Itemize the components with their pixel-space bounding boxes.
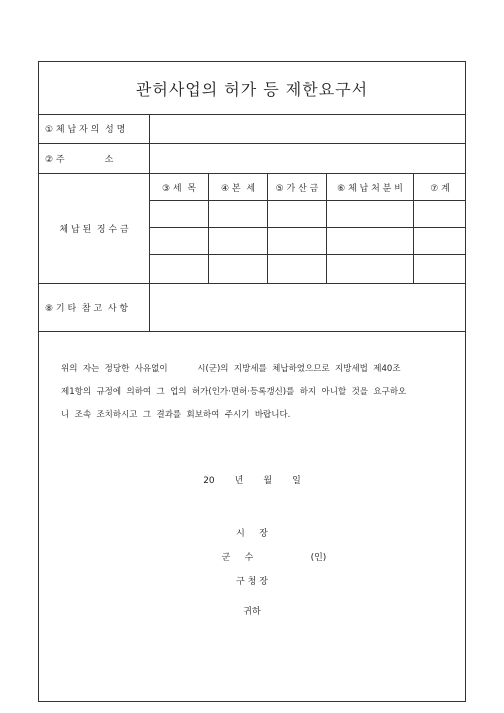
table-cell[interactable]: [150, 228, 209, 255]
request-paragraph: [61, 358, 451, 427]
form-body: [39, 332, 465, 703]
table-cell[interactable]: [414, 228, 466, 255]
table-cell[interactable]: [268, 228, 327, 255]
restriction-request-form: [38, 61, 466, 702]
paragraph-line: 위의 자는 정당한 사유없이 시(군)의 지방세를 체납하였으므로 지방세법 제40조: [61, 364, 401, 374]
row-other-reference: [39, 284, 465, 332]
address-field[interactable]: [150, 144, 465, 173]
arrears-table: [150, 174, 465, 283]
other-reference-field[interactable]: [150, 284, 465, 331]
header-disposition-cost: ⑥ 체 납 처 분 비: [327, 174, 414, 201]
signatory-district: 구 청 장: [236, 577, 268, 587]
table-cell[interactable]: [209, 228, 268, 255]
form-title: 관허사업의 허가 등 제한요구서: [39, 62, 465, 115]
table-cell[interactable]: [150, 201, 209, 228]
row-address: [39, 144, 465, 174]
table-cell[interactable]: [268, 201, 327, 228]
taxpayer-name-field[interactable]: [150, 114, 465, 143]
table-cell[interactable]: [414, 201, 466, 228]
header-total: ⑦ 계: [414, 174, 466, 201]
header-tax-item: ③ 세 목: [150, 174, 209, 201]
signatory-mayor: 시 장: [236, 529, 268, 539]
address-label: ② 주 소: [39, 144, 150, 173]
addressee: 귀하: [243, 607, 261, 617]
row-arrears: [39, 174, 465, 284]
table-cell[interactable]: [209, 201, 268, 228]
date-line: 20 년 월 일: [203, 476, 301, 486]
paragraph-line: 니 조속 조치하시고 그 결과를 회보하여 주시기 바랍니다.: [61, 410, 291, 420]
table-cell[interactable]: [327, 228, 414, 255]
header-principal-tax: ④ 본 세: [209, 174, 268, 201]
arrears-label: 체 납 된 징 수 금: [39, 174, 150, 283]
taxpayer-name-label: ① 체 납 자 의 성 명: [39, 114, 150, 143]
table-cell[interactable]: [414, 255, 466, 283]
table-cell[interactable]: [150, 255, 209, 283]
header-surcharge: ⑤ 가 산 금: [268, 174, 327, 201]
other-reference-label: ⑧ 기 타 참 고 사 항: [39, 284, 150, 331]
signatory-county: 군 수 (인): [221, 553, 327, 563]
table-cell[interactable]: [327, 201, 414, 228]
row-taxpayer-name: [39, 114, 465, 144]
table-cell[interactable]: [209, 255, 268, 283]
paragraph-line: 제1항의 규정에 의하여 그 업의 허가(인가·면허·등록갱신)를 하지 아니할 것을 요구하오: [61, 387, 407, 397]
table-cell[interactable]: [268, 255, 327, 283]
table-cell[interactable]: [327, 255, 414, 283]
